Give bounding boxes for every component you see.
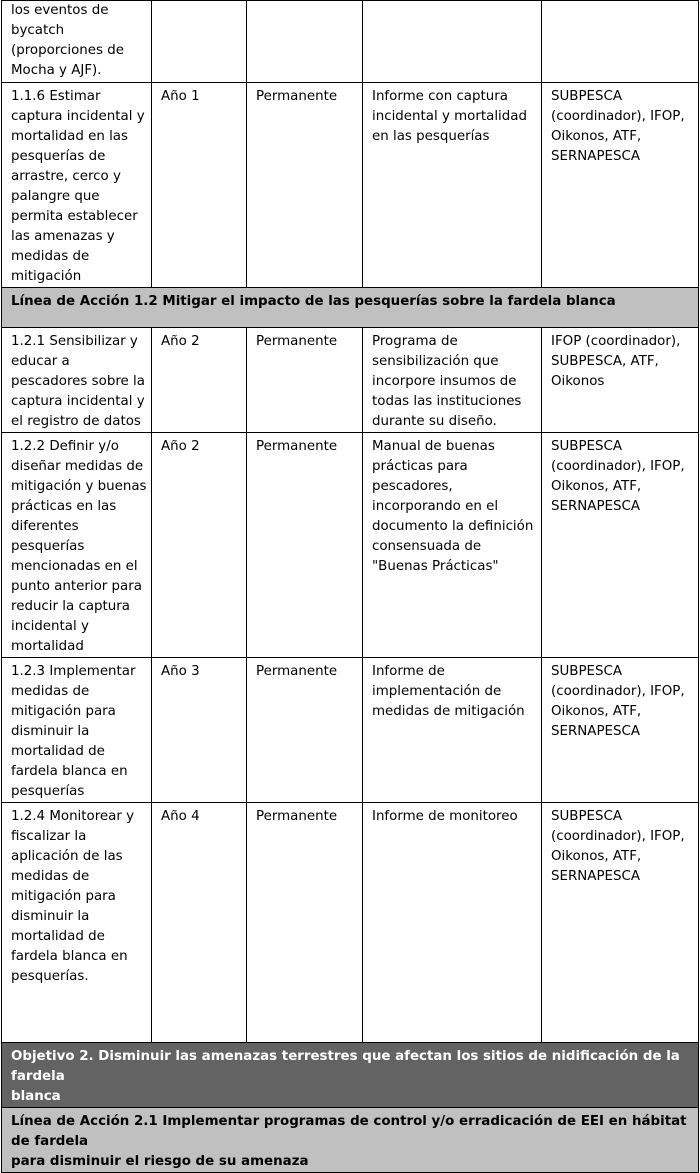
section-row (2, 288, 699, 328)
indicator-cell: Informe de monitoreo (363, 803, 542, 1043)
indicator-cell: Programa de sensibilización que incorpore insumos de todas las instituciones durante su diseño. (363, 328, 542, 433)
year-cell: Año 3 (152, 658, 247, 803)
indicator-cell: Manual de buenas prácticas para pescadores, incorporando en el documento la definición consensuada de "Buenas Prácticas" (363, 433, 542, 658)
table-row (2, 1, 699, 83)
table-row (2, 658, 699, 803)
section-row (2, 1108, 699, 1173)
duration-cell: Permanente (247, 658, 363, 803)
table-row (2, 803, 699, 1043)
duration-cell: Permanente (247, 803, 363, 1043)
activity-cell: 1.2.4 Monitorear y fiscalizar la aplicación de las medidas de mitigación para disminuir la mortalidad de fardela blanca en pesquerías. (2, 803, 152, 1043)
objective-heading: Objetivo 2. Disminuir las amenazas terrestres que afectan los sitios de nidificación de la fardela blanca (2, 1043, 699, 1108)
duration-cell: Permanente (247, 328, 363, 433)
responsible-cell: SUBPESCA (coordinador), IFOP, Oikonos, ATF, SERNAPESCA (542, 433, 699, 658)
year-cell: Año 2 (152, 328, 247, 433)
duration-cell: Permanente (247, 83, 363, 288)
responsible-cell: IFOP (coordinador), SUBPESCA, ATF, Oikonos (542, 328, 699, 433)
table-row (2, 83, 699, 288)
year-cell: Año 4 (152, 803, 247, 1043)
activity-cell: los eventos de bycatch (proporciones de Mocha y AJF). (2, 1, 152, 83)
responsible-cell (542, 1, 699, 83)
indicator-cell (363, 1, 542, 83)
activity-cell: 1.1.6 Estimar captura incidental y mortalidad en las pesquerías de arrastre, cerco y palangre que permita establecer las amenazas y medidas de mitigación (2, 83, 152, 288)
duration-cell: Permanente (247, 433, 363, 658)
table-row (2, 328, 699, 433)
year-cell: Año 1 (152, 83, 247, 288)
responsible-cell: SUBPESCA (coordinador), IFOP, Oikonos, ATF, SERNAPESCA (542, 803, 699, 1043)
activity-cell: 1.2.1 Sensibilizar y educar a pescadores sobre la captura incidental y el registro de datos (2, 328, 152, 433)
responsible-cell: SUBPESCA (coordinador), IFOP, Oikonos, ATF, SERNAPESCA (542, 83, 699, 288)
action-line-heading: Línea de Acción 1.2 Mitigar el impacto de las pesquerías sobre la fardela blanca (2, 288, 699, 328)
year-cell: Año 2 (152, 433, 247, 658)
objective-row (2, 1043, 699, 1108)
duration-cell (247, 1, 363, 83)
year-cell (152, 1, 247, 83)
table-row (2, 433, 699, 658)
activity-cell: 1.2.3 Implementar medidas de mitigación para disminuir la mortalidad de fardela blanca en pesquerías (2, 658, 152, 803)
responsible-cell: SUBPESCA (coordinador), IFOP, Oikonos, ATF, SERNAPESCA (542, 658, 699, 803)
activity-cell: 1.2.2 Definir y/o diseñar medidas de mitigación y buenas prácticas en las diferentes pesquerías mencionadas en el punto anterior para reducir la captura incidental y mortalidad (2, 433, 152, 658)
action-line-heading: Línea de Acción 2.1 Implementar programas de control y/o erradicación de EEI en hábitat de fardela para disminuir el riesgo de su amenaza (2, 1108, 699, 1173)
indicator-cell: Informe de implementación de medidas de mitigación (363, 658, 542, 803)
indicator-cell: Informe con captura incidental y mortalidad en las pesquerías (363, 83, 542, 288)
action-plan-table (1, 0, 699, 1173)
